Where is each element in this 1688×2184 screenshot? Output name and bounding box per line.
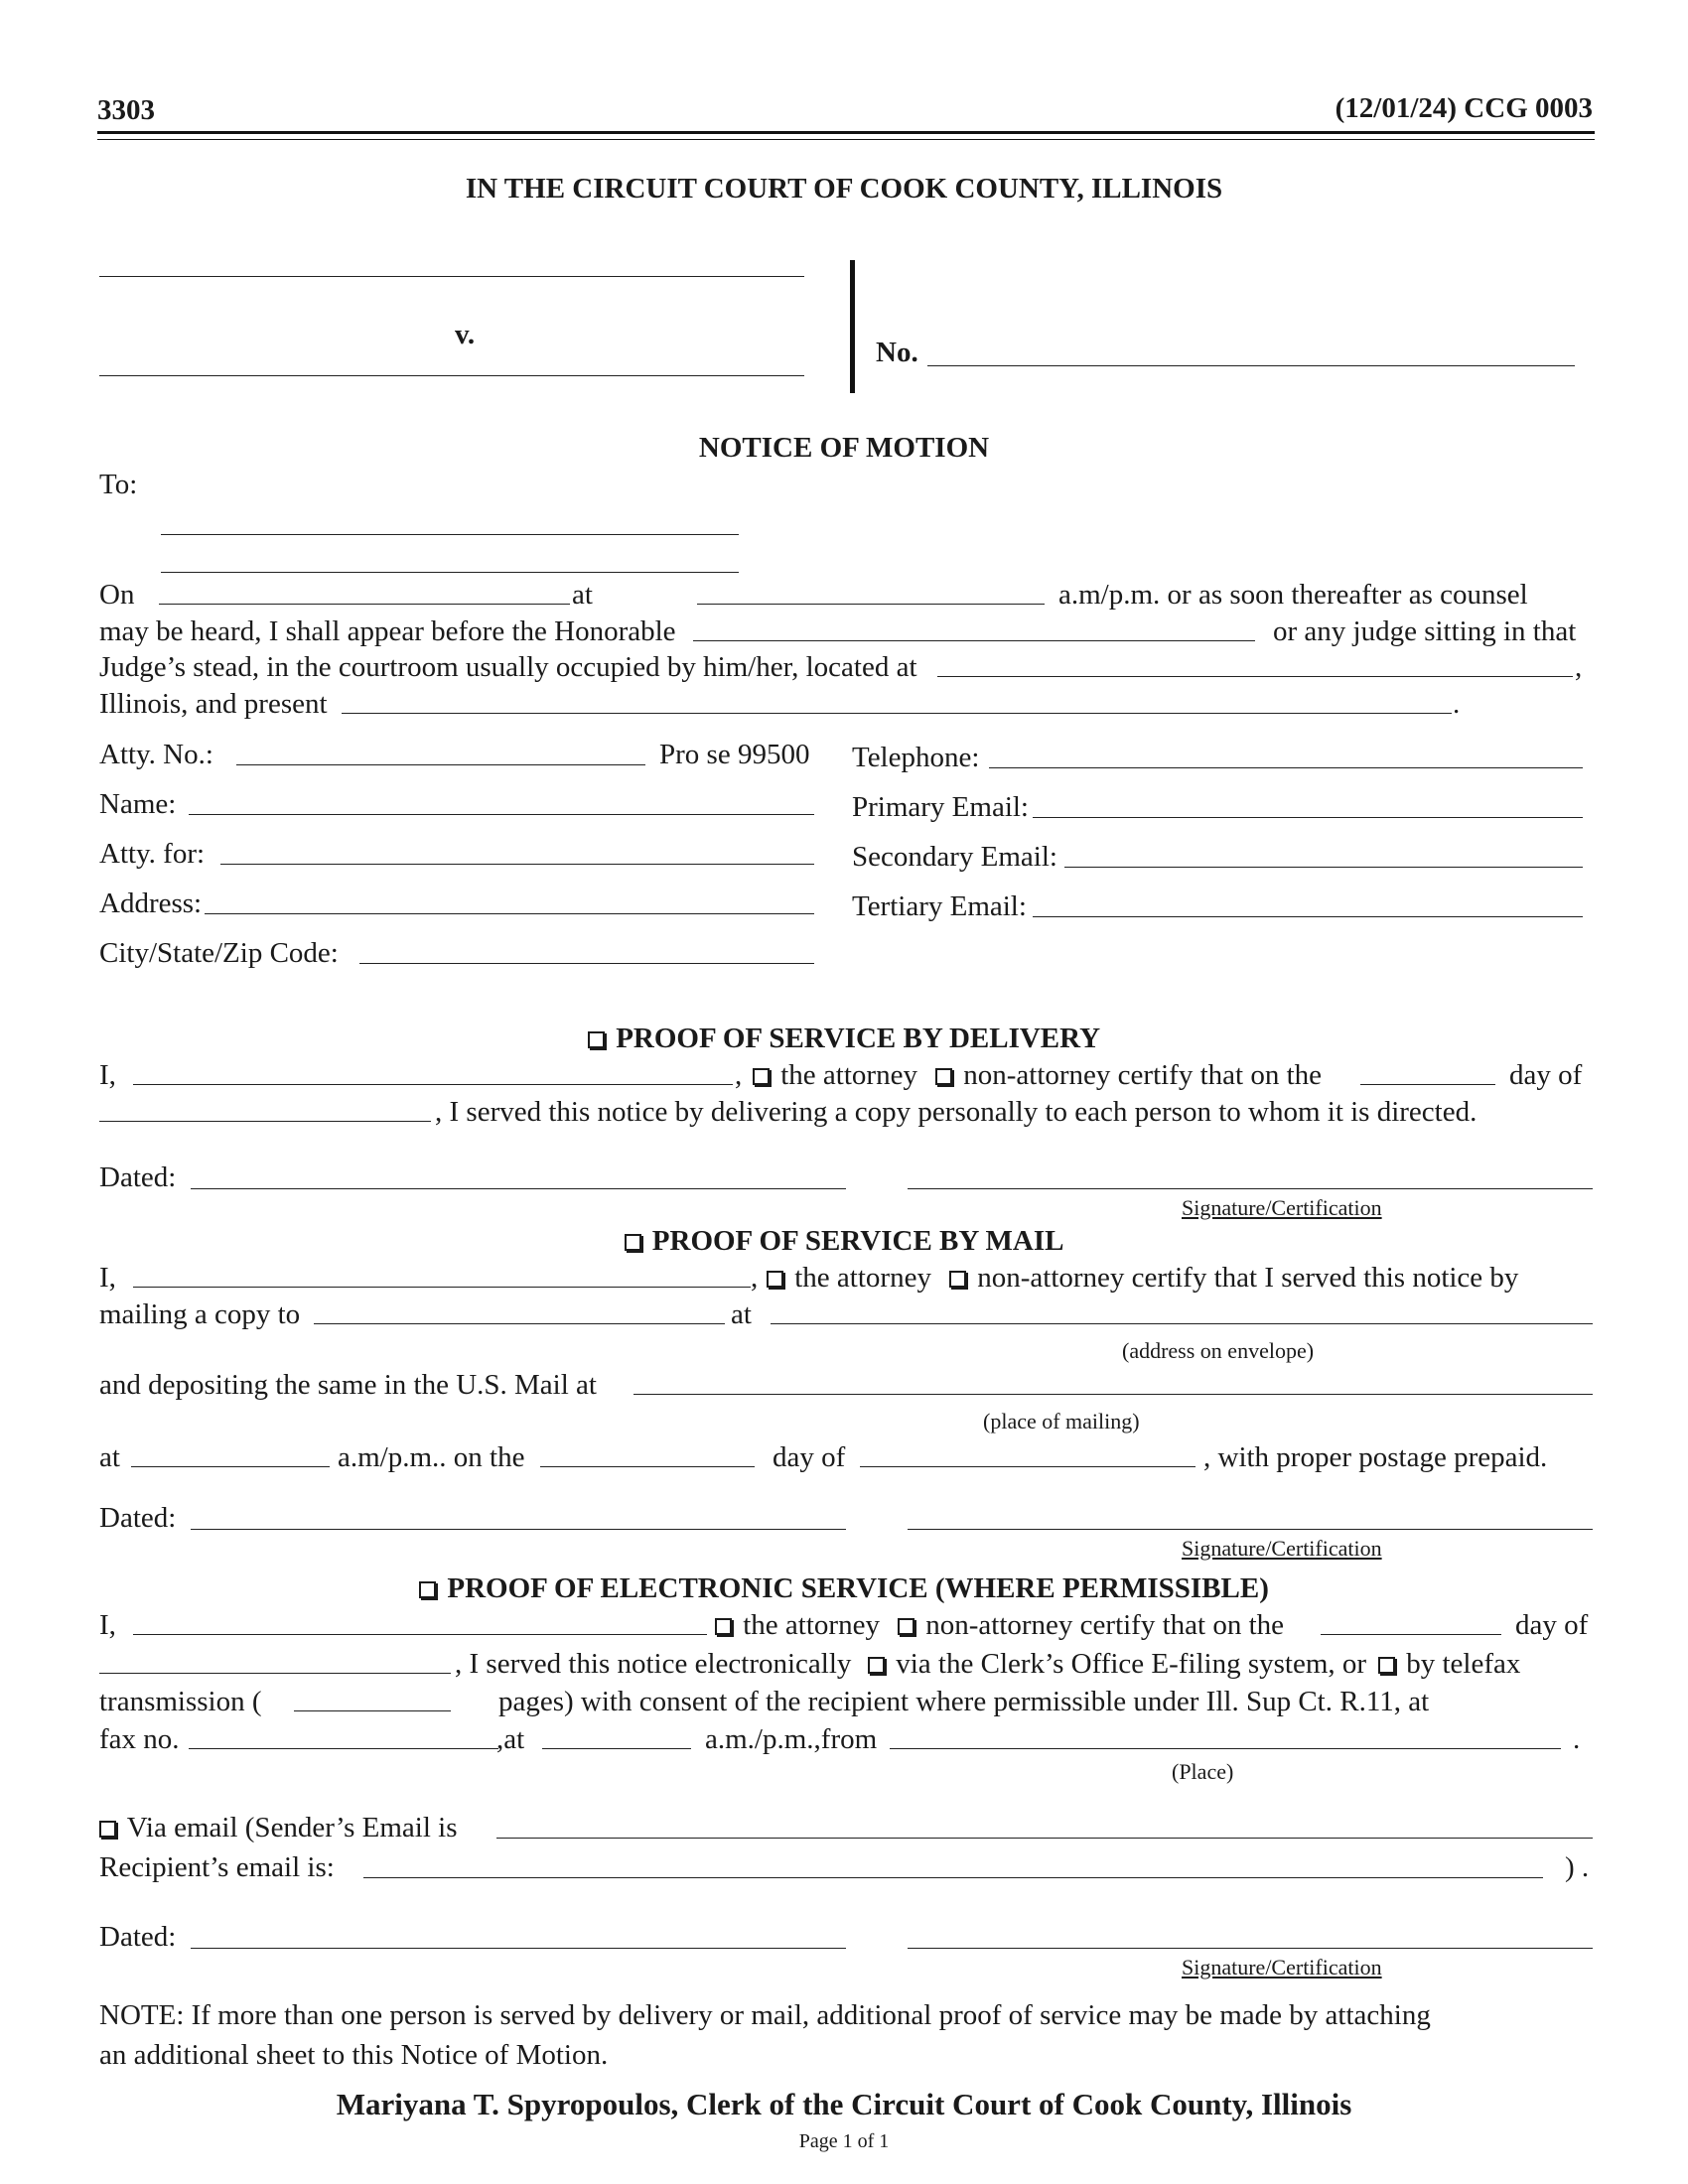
electronic-name-field[interactable] [133, 1634, 707, 1635]
mail-i-label: I, [99, 1262, 116, 1294]
city-field[interactable] [359, 963, 814, 964]
mail-at2-label: at [99, 1441, 120, 1473]
via-clerk-option [868, 1647, 1366, 1681]
defendant-field[interactable] [99, 375, 804, 376]
electronic-non-attorney-label: non-attorney certify that on the [925, 1609, 1285, 1641]
via-email-option [99, 1811, 457, 1844]
delivery-heading-text: PROOF OF SERVICE BY DELIVERY [616, 1023, 1101, 1054]
mail-signature-caption: Signature/Certification [1182, 1536, 1382, 1561]
motion-field[interactable] [342, 713, 1452, 714]
checkbox-icon[interactable] [99, 1821, 116, 1838]
transmission-label: transmission ( [99, 1686, 262, 1717]
to-label: To: [99, 469, 138, 500]
to-field-1[interactable] [161, 534, 739, 535]
mail-dated-field[interactable] [191, 1529, 846, 1530]
atty-for-field[interactable] [220, 864, 814, 865]
checkbox-icon[interactable] [419, 1581, 436, 1598]
checkbox-icon[interactable] [949, 1271, 966, 1288]
atty-no-label: Atty. No.: [99, 739, 213, 770]
notice-line2-end: or any judge sitting in that [1273, 615, 1577, 647]
telephone-label: Telephone: [852, 742, 980, 773]
primary-email-field[interactable] [1033, 817, 1583, 818]
case-no-label: No. [876, 337, 918, 368]
telefax-option [1378, 1647, 1520, 1681]
delivery-line2-text: , I served this notice by delivering a copy personally to each person to whom it is directed. [435, 1096, 1477, 1128]
mail-heading-text: PROOF OF SERVICE BY MAIL [651, 1225, 1064, 1257]
delivery-dated-label: Dated: [99, 1161, 177, 1193]
electronic-day-of-label: day of [1515, 1609, 1589, 1641]
plaintiff-field[interactable] [99, 276, 804, 277]
mail-address-field[interactable] [771, 1323, 1593, 1324]
mail-at-label: at [731, 1298, 752, 1330]
mail-recipient-field[interactable] [314, 1323, 725, 1324]
fax-from-label: a.m./p.m.,from [705, 1723, 878, 1755]
secondary-email-label: Secondary Email: [852, 841, 1057, 873]
on-label: On [99, 579, 135, 611]
delivery-dated-field[interactable] [191, 1188, 846, 1189]
secondary-email-field[interactable] [1064, 867, 1583, 868]
primary-email-label: Primary Email: [852, 791, 1029, 823]
atty-for-label: Atty. for: [99, 838, 206, 870]
judge-field[interactable] [693, 640, 1255, 641]
delivery-name-field[interactable] [133, 1084, 733, 1085]
electronic-dated-field[interactable] [191, 1948, 846, 1949]
fax-no-label: fax no. [99, 1723, 180, 1755]
electronic-heading-text: PROOF OF ELECTRONIC SERVICE (WHERE PERMISSIBLE) [447, 1572, 1269, 1604]
pages-text: pages) with consent of the recipient where permissible under Ill. Sup Ct. R.11, at [498, 1686, 1430, 1717]
mailing-label: mailing a copy to [99, 1298, 301, 1330]
delivery-day-of-label: day of [1509, 1059, 1583, 1091]
via-clerk-label: via the Clerk’s Office E-filing system, or [896, 1648, 1367, 1680]
delivery-heading [0, 1022, 1688, 1055]
at-label: at [572, 579, 593, 611]
delivery-non-attorney-option [935, 1058, 1322, 1092]
fax-at-label: ,at [496, 1723, 525, 1755]
mail-signature-field[interactable] [908, 1529, 1593, 1530]
electronic-month-field[interactable] [99, 1673, 451, 1674]
pages-field[interactable] [294, 1710, 451, 1711]
depositing-label: and depositing the same in the U.S. Mail at [99, 1369, 597, 1401]
clerk-footer: Mariyana T. Spyropoulos, Clerk of the Circuit Court of Cook County, Illinois [336, 2087, 1352, 2121]
mail-non-attorney-label: non-attorney certify that I served this notice by [977, 1262, 1519, 1294]
mail-postage-text: , with proper postage prepaid. [1203, 1441, 1548, 1473]
notice-comma: , [1575, 651, 1583, 683]
fax-period: . [1573, 1723, 1581, 1755]
header-rule-thick [97, 131, 1595, 134]
mail-month-field[interactable] [860, 1466, 1196, 1467]
checkbox-icon[interactable] [935, 1068, 952, 1085]
caption-divider [850, 260, 855, 393]
delivery-attorney-option [753, 1058, 917, 1092]
checkbox-icon[interactable] [625, 1234, 641, 1251]
courtroom-field[interactable] [937, 676, 1573, 677]
delivery-signature-caption: Signature/Certification [1182, 1195, 1382, 1220]
telefax-label: by telefax [1406, 1648, 1521, 1680]
telephone-field[interactable] [989, 767, 1583, 768]
note-line1: NOTE: If more than one person is served by delivery or mail, additional proof of service may be made by attaching [99, 1999, 1431, 2031]
date-field[interactable] [159, 604, 570, 605]
mail-place-caption: (place of mailing) [983, 1409, 1140, 1433]
atty-no-field[interactable] [236, 764, 645, 765]
checkbox-icon[interactable] [753, 1068, 770, 1085]
notice-line3-start: Judge’s stead, in the courtroom usually occupied by him/her, located at [99, 651, 917, 683]
address-field[interactable] [205, 913, 814, 914]
mail-day-of-label: day of [773, 1441, 846, 1473]
delivery-attorney-label: the attorney [780, 1059, 917, 1091]
pro-se-label: Pro se 99500 [659, 739, 810, 770]
mail-place-field[interactable] [633, 1394, 1593, 1395]
mail-non-attorney-option [949, 1261, 1518, 1295]
tertiary-email-field[interactable] [1033, 916, 1583, 917]
notice-line4-start: Illinois, and present [99, 688, 328, 720]
address-label: Address: [99, 887, 203, 919]
delivery-comma: , [735, 1059, 743, 1091]
electronic-day-field[interactable] [1321, 1634, 1501, 1635]
versus-label: v. [455, 319, 476, 350]
note-line2: an additional sheet to this Notice of Motion. [99, 2039, 609, 2071]
via-email-label: Via email (Sender’s Email is [126, 1812, 458, 1843]
time-field[interactable] [697, 604, 1045, 605]
mail-dated-label: Dated: [99, 1502, 177, 1534]
fax-place-field[interactable] [890, 1748, 1561, 1749]
mail-ampm-label: a.m/p.m.. on the [338, 1441, 525, 1473]
fax-no-field[interactable] [189, 1748, 498, 1749]
to-field-2[interactable] [161, 572, 739, 573]
delivery-i-label: I, [99, 1059, 116, 1091]
tertiary-email-label: Tertiary Email: [852, 890, 1027, 922]
checkbox-icon[interactable] [767, 1271, 783, 1288]
electronic-attorney-option [715, 1608, 880, 1642]
mail-time-field[interactable] [131, 1466, 330, 1467]
mail-attorney-label: the attorney [794, 1262, 931, 1294]
delivery-signature-field[interactable] [908, 1188, 1593, 1189]
mail-attorney-option [767, 1261, 931, 1295]
notice-period: . [1453, 688, 1461, 720]
name-field[interactable] [189, 814, 814, 815]
delivery-day-field[interactable] [1360, 1084, 1495, 1085]
notice-line1-end: a.m/p.m. or as soon thereafter as counsel [1058, 579, 1528, 611]
checkbox-icon[interactable] [715, 1618, 732, 1635]
electronic-heading [0, 1571, 1688, 1605]
electronic-signature-field[interactable] [908, 1948, 1593, 1949]
electronic-dated-label: Dated: [99, 1921, 177, 1953]
sender-email-field[interactable] [496, 1838, 1593, 1839]
form-number: 3303 [97, 94, 155, 126]
city-label: City/State/Zip Code: [99, 937, 339, 969]
notice-line2-start: may be heard, I shall appear before the Honorable [99, 615, 676, 647]
place-caption: (Place) [1172, 1759, 1234, 1784]
electronic-i-label: I, [99, 1609, 116, 1641]
case-no-field[interactable] [927, 365, 1575, 366]
header-rule-thin [97, 139, 1595, 140]
fax-time-field[interactable] [542, 1748, 691, 1749]
electronic-signature-caption: Signature/Certification [1182, 1955, 1382, 1979]
electronic-attorney-label: the attorney [743, 1609, 880, 1641]
recipient-close: ) . [1565, 1851, 1590, 1883]
recipient-email-label: Recipient’s email is: [99, 1851, 335, 1883]
recipient-email-field[interactable] [363, 1877, 1543, 1878]
checkbox-icon[interactable] [898, 1618, 914, 1635]
form-title: NOTICE OF MOTION [698, 432, 990, 464]
mail-day-field[interactable] [540, 1466, 755, 1467]
checkbox-icon[interactable] [1378, 1657, 1395, 1674]
mail-comma: , [751, 1262, 759, 1294]
court-title: IN THE CIRCUIT COURT OF COOK COUNTY, ILLINOIS [465, 173, 1223, 205]
delivery-month-field[interactable] [99, 1121, 431, 1122]
checkbox-icon[interactable] [588, 1031, 605, 1048]
mail-name-field[interactable] [133, 1287, 751, 1288]
electronic-non-attorney-option [898, 1608, 1284, 1642]
checkbox-icon[interactable] [868, 1657, 885, 1674]
name-label: Name: [99, 788, 177, 820]
form-code: (12/01/24) CCG 0003 [1335, 92, 1593, 124]
mail-address-caption: (address on envelope) [1122, 1338, 1315, 1363]
page-number: Page 1 of 1 [798, 2130, 890, 2152]
mail-heading [0, 1224, 1688, 1258]
delivery-non-attorney-label: non-attorney certify that on the [963, 1059, 1323, 1091]
electronic-served-text: , I served this notice electronically [455, 1648, 852, 1680]
